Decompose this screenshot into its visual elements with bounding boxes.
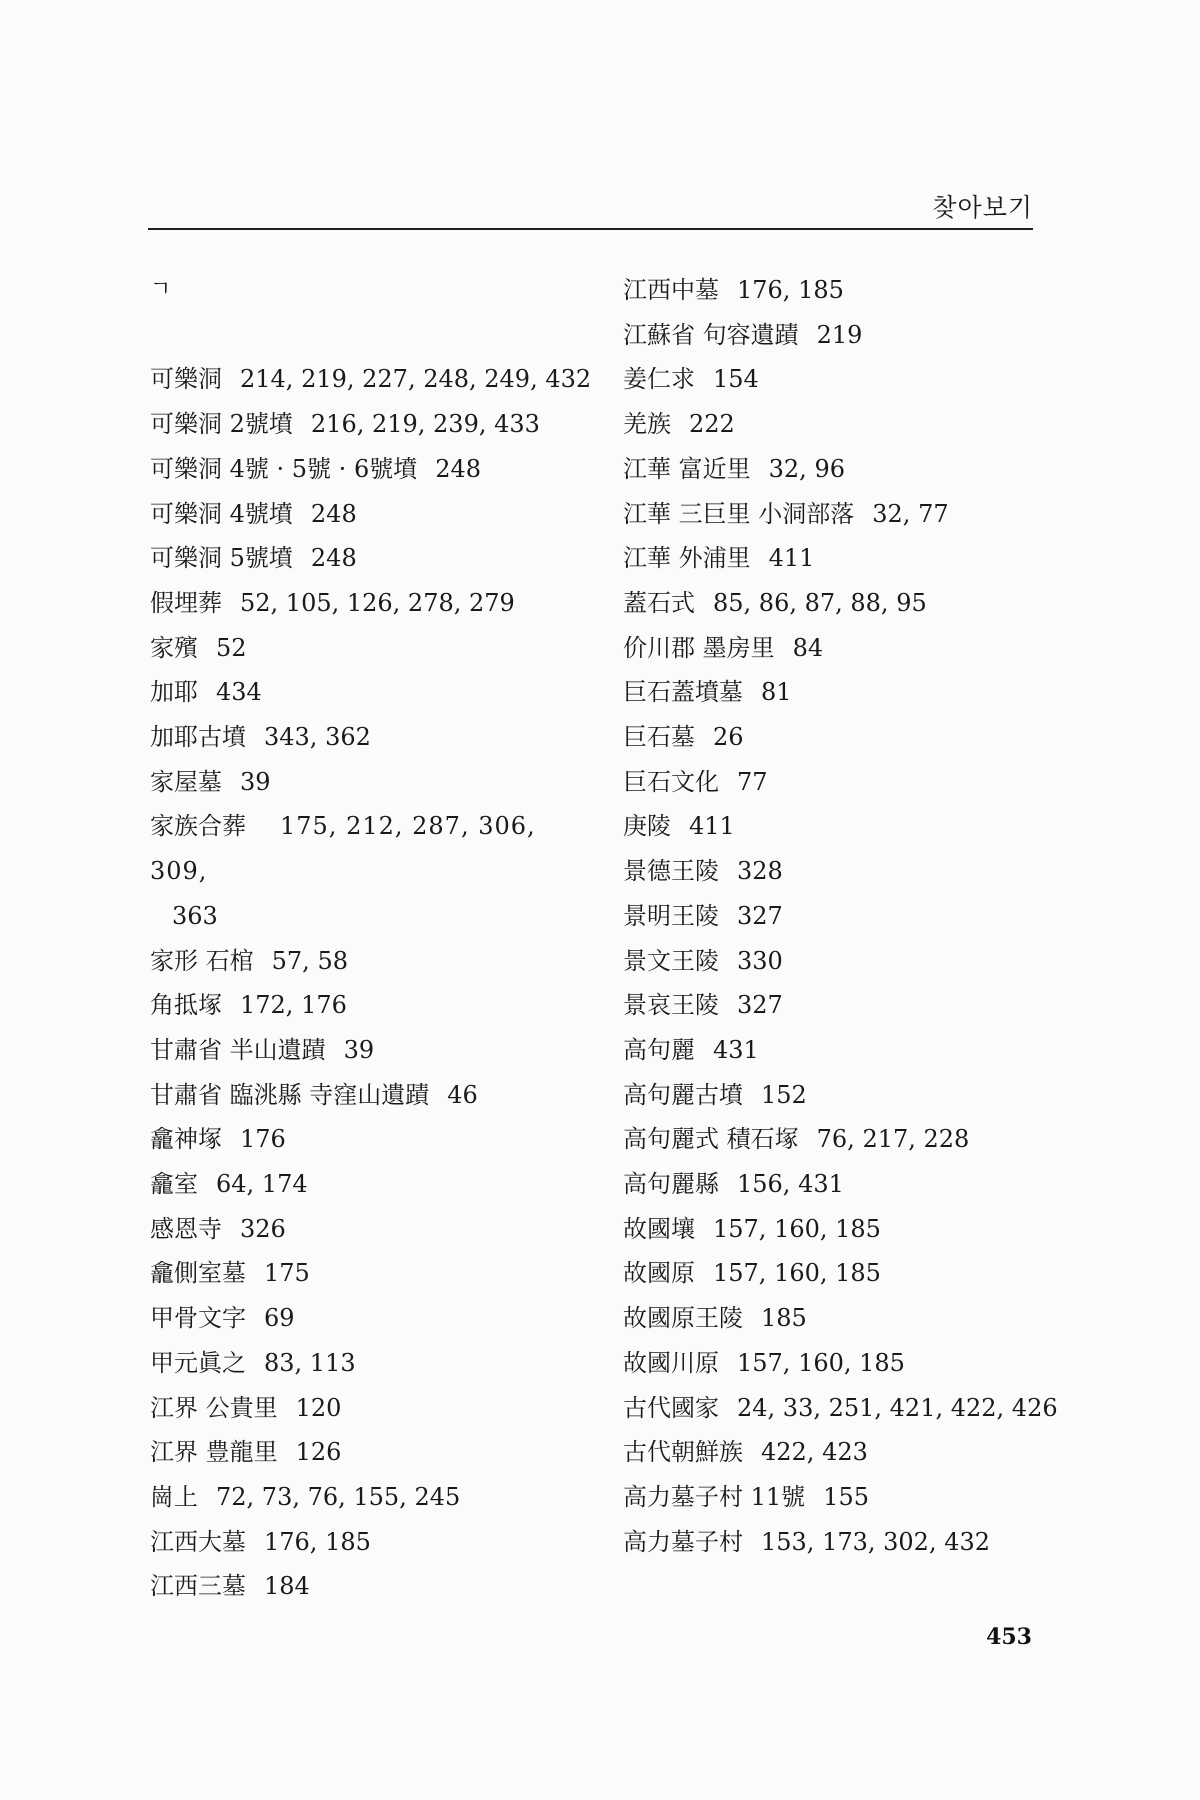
index-entry-pages: 39 (343, 1035, 375, 1064)
index-entry (623, 626, 1053, 671)
index-entry (150, 1564, 580, 1609)
index-entry-term: 崗上 (150, 1482, 198, 1511)
index-entry (150, 760, 580, 805)
index-section-letter: ㄱ (150, 277, 172, 302)
index-entry-term: 家殯 (150, 633, 198, 662)
index-entry-pages: 120 (295, 1393, 342, 1422)
index-entry-pages: 69 (264, 1304, 295, 1333)
index-entry-pages: 172, 176 (240, 991, 347, 1020)
index-entry (150, 626, 580, 671)
index-entry (623, 1073, 1053, 1118)
index-entry (150, 1430, 580, 1475)
index-entry (150, 983, 580, 1028)
index-entry-term: 故國川原 (623, 1348, 719, 1377)
index-entry (623, 268, 1053, 313)
index-entry (150, 1117, 580, 1162)
index-entry-pages: 81 (761, 678, 792, 707)
index-entry (623, 1430, 1053, 1475)
index-entry-term: 巨石墓 (623, 723, 695, 752)
index-entry-term: 感恩寺 (150, 1214, 222, 1243)
index-entry-term: 家族合葬 (150, 812, 246, 841)
index-entry (150, 1475, 580, 1520)
index-entry-term: 角抵塚 (150, 991, 222, 1020)
index-entry (623, 983, 1053, 1028)
index-entry (623, 1162, 1053, 1207)
index-entry (150, 1386, 580, 1431)
index-entry (623, 1520, 1053, 1565)
index-entry-pages: 422, 423 (761, 1438, 868, 1467)
index-entry-pages: 176 (240, 1125, 286, 1154)
index-entry (150, 357, 592, 402)
index-entry-term: 江華 富近里 (623, 454, 751, 483)
index-entry (623, 313, 1053, 358)
index-entry-term: 巨石蓋墳墓 (623, 678, 743, 707)
index-entry-pages: 32, 77 (872, 499, 949, 528)
index-entry-term: 江蘇省 句容遺蹟 (623, 320, 799, 349)
index-entry (623, 804, 1053, 849)
index-entry (150, 1207, 580, 1252)
index-entry (150, 1073, 580, 1118)
index-entry-term: 景明王陵 (623, 901, 719, 930)
index-entry-term: 价川郡 墨房里 (623, 633, 775, 662)
index-entry-term: 江華 外浦里 (623, 544, 751, 573)
index-entry-pages: 248 (310, 499, 357, 528)
index-entry-term: 庚陵 (623, 812, 671, 841)
index-entry (623, 357, 1053, 402)
index-entry-term: 景德王陵 (623, 857, 719, 886)
index-entry (623, 1028, 1053, 1073)
index-entry-pages: 126 (295, 1438, 342, 1467)
index-entry (623, 1207, 1053, 1252)
index-entry-term: 江西中墓 (623, 276, 719, 304)
index-entry (150, 1162, 580, 1207)
index-entry (623, 1386, 1058, 1431)
index-entry (150, 1028, 580, 1073)
index-entry (150, 492, 580, 537)
index-entry-term: 故國原 (623, 1259, 695, 1288)
index-column-right (623, 268, 1058, 1564)
index-entry-pages: 185 (761, 1304, 807, 1333)
index-entry-pages: 157, 160, 185 (737, 1348, 905, 1377)
index-entry-pages: 57, 58 (271, 946, 348, 975)
index-entry-pages: 39 (240, 767, 271, 796)
index-entry-pages: 154 (713, 365, 759, 394)
index-entry-pages: 176, 185 (737, 276, 844, 304)
running-head-title: 찾아보기 (932, 193, 1033, 222)
index-entry (623, 447, 1053, 492)
index-entry-term: 可樂洞 4號墳 (150, 499, 293, 528)
index-entry-term: 江界 公貴里 (150, 1393, 278, 1422)
index-entry-pages: 64, 174 (216, 1170, 308, 1199)
index-entry-term: 蓋石式 (623, 588, 695, 617)
index-entry-pages: 157, 160, 185 (713, 1259, 881, 1288)
index-entry-pages: 219 (816, 320, 863, 349)
index-entry (623, 849, 1053, 894)
index-entry-pages: 155 (823, 1482, 869, 1511)
index-entry-pages: 326 (240, 1214, 286, 1243)
index-entry-term: 甘肅省 半山遺蹟 (150, 1035, 326, 1064)
index-entry-pages: 431 (713, 1035, 759, 1064)
index-entry-pages: 343, 362 (264, 723, 371, 752)
index-entry (623, 939, 1053, 984)
index-entry-term: 江西三墓 (150, 1572, 246, 1601)
index-entry (150, 1520, 580, 1565)
index-entry-pages: 83, 113 (264, 1348, 356, 1377)
index-entry-term: 古代朝鮮族 (623, 1438, 743, 1467)
index-entry-term: 景哀王陵 (623, 991, 719, 1020)
index-entry-term: 加耶 (150, 678, 198, 707)
index-entry-term: 古代國家 (623, 1393, 719, 1422)
index-entry (150, 1296, 580, 1341)
index-entry-pages: 411 (689, 812, 735, 841)
index-entry-term: 家屋墓 (150, 767, 222, 796)
index-entry (623, 402, 1053, 447)
index-entry-term: 可樂洞 (150, 365, 222, 394)
index-entry-term: 甲元眞之 (150, 1348, 246, 1377)
index-entry-pages: 330 (737, 946, 783, 975)
index-entry-pages: 222 (689, 410, 735, 439)
index-entry-pages-continued: 363 (172, 901, 218, 930)
index-entry (150, 1251, 580, 1296)
index-entry-term: 江華 三巨里 小洞部落 (623, 499, 855, 528)
index-entry-pages: 156, 431 (737, 1170, 844, 1199)
index-entry-term: 高力墓子村 (623, 1527, 743, 1556)
index-entry-term: 家形 石棺 (150, 946, 254, 975)
index-entry-pages: 176, 185 (264, 1527, 371, 1556)
index-entry-term: 龕側室墓 (150, 1259, 246, 1288)
index-entry-term: 龕神塚 (150, 1125, 222, 1154)
index-entry-pages: 52 (216, 633, 247, 662)
index-entry-pages: 327 (737, 991, 783, 1020)
index-entry-term: 故國原王陵 (623, 1304, 743, 1333)
index-entry-pages: 32, 96 (768, 454, 845, 483)
index-entry-pages: 157, 160, 185 (713, 1214, 881, 1243)
index-entry-pages: 77 (737, 767, 768, 796)
index-entry (623, 1296, 1053, 1341)
index-entry-pages: 175 (264, 1259, 310, 1288)
index-entry (150, 447, 580, 492)
index-entry-term: 故國壤 (623, 1214, 695, 1243)
index-entry (150, 536, 580, 581)
index-entry-term: 假埋葬 (150, 588, 222, 617)
index-entry-pages: 85, 86, 87, 88, 95 (713, 588, 927, 617)
index-entry-pages: 184 (264, 1572, 310, 1601)
index-entry-term: 高力墓子村 11號 (623, 1482, 806, 1511)
index-entry-term: 高句麗式 積石塚 (623, 1125, 799, 1154)
index-entry-pages: 248 (435, 454, 482, 483)
index-entry-term: 加耶古墳 (150, 723, 246, 752)
index-entry-pages: 175, 212, 287, 306, 309, (150, 812, 536, 886)
index-entry (150, 581, 580, 626)
index-entry-term: 巨石文化 (623, 767, 719, 796)
index-entry-pages: 24, 33, 251, 421, 422, 426 (737, 1393, 1058, 1422)
index-entry-pages: 411 (768, 544, 815, 573)
index-entry-pages: 214, 219, 227, 248, 249, 432 (240, 365, 592, 394)
index-entry-pages: 328 (737, 857, 783, 886)
index-entry-pages: 72, 73, 76, 155, 245 (216, 1482, 461, 1511)
index-entry-pages: 152 (761, 1080, 807, 1109)
index-entry-pages: 52, 105, 126, 278, 279 (240, 588, 515, 617)
index-entry-term: 高句麗縣 (623, 1170, 719, 1199)
index-entry-term: 甲骨文字 (150, 1304, 246, 1333)
index-entry-pages: 76, 217, 228 (816, 1125, 970, 1154)
index-entry (623, 492, 1053, 537)
index-entry-term: 姜仁求 (623, 365, 695, 394)
index-entry (623, 670, 1053, 715)
header-rule (148, 228, 1033, 230)
index-entry-term: 羌族 (623, 410, 671, 439)
index-entry-pages: 434 (216, 678, 262, 707)
index-entry (623, 894, 1053, 939)
index-entry-pages: 153, 173, 302, 432 (761, 1527, 991, 1556)
index-entry-pages: 327 (737, 901, 783, 930)
index-entry-pages: 84 (792, 633, 824, 662)
index-entry-term: 江西大墓 (150, 1527, 246, 1556)
page-number: 453 (986, 1624, 1032, 1650)
index-entry-pages: 46 (447, 1080, 478, 1109)
index-entry (150, 715, 580, 760)
index-entry (150, 939, 580, 984)
index-entry-term: 景文王陵 (623, 946, 719, 975)
index-entry-pages: 26 (713, 723, 744, 752)
index-entry (623, 1117, 1053, 1162)
index-entry-term: 甘肅省 臨洮縣 寺窪山遺蹟 (150, 1080, 430, 1109)
index-column-left (150, 268, 592, 1609)
index-entry-term: 高句麗 (623, 1035, 695, 1064)
index-entry (150, 402, 580, 447)
index-entry (623, 715, 1053, 760)
index-entry-term: 可樂洞 2號墳 (150, 410, 293, 439)
index-entry (150, 670, 580, 715)
index-entry-pages: 216, 219, 239, 433 (310, 410, 540, 439)
index-entry (150, 1341, 580, 1386)
index-entry-term: 江界 豊龍里 (150, 1438, 278, 1467)
index-entry (623, 536, 1053, 581)
index-entry-term: 龕室 (150, 1170, 198, 1199)
index-entry (623, 1251, 1053, 1296)
index-entry-term: 可樂洞 5號墳 (150, 544, 293, 573)
index-entry (623, 1475, 1053, 1520)
index-entry (623, 760, 1053, 805)
index-entry-term: 高句麗古墳 (623, 1080, 743, 1109)
index-entry-term: 可樂洞 4號 · 5號 · 6號墳 (150, 454, 418, 483)
index-entry-pages: 248 (310, 544, 357, 573)
index-entry (150, 804, 580, 938)
index-entry (623, 581, 1053, 626)
index-entry (623, 1341, 1053, 1386)
